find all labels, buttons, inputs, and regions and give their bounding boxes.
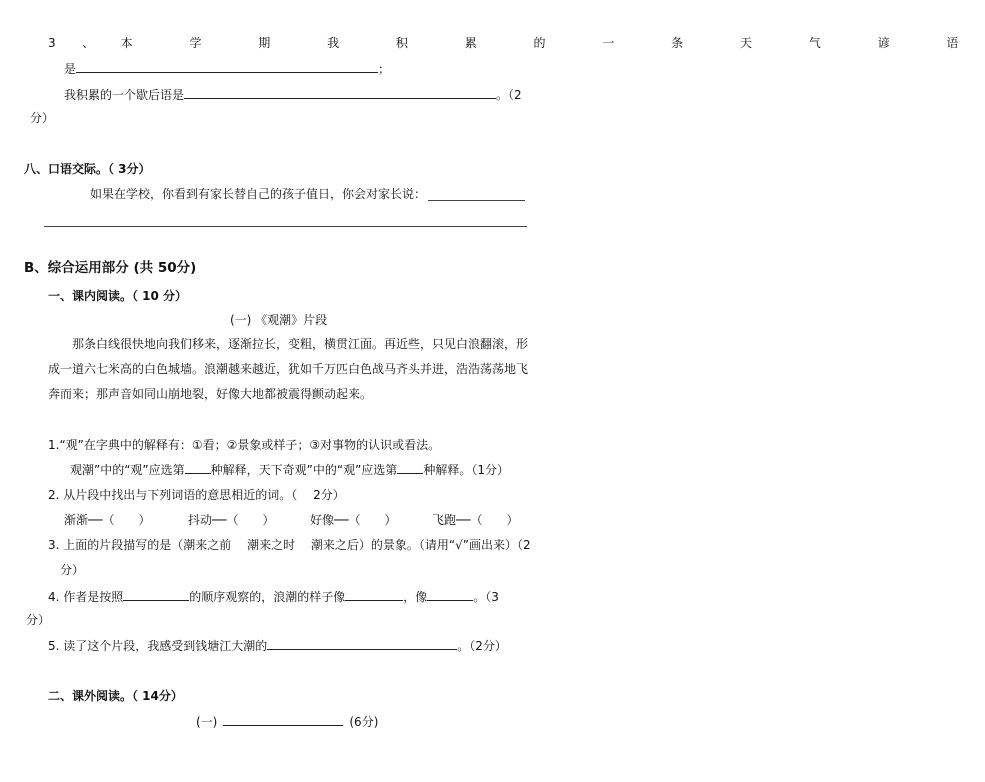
q1-line1: 1.“观”在字典中的解释有：①看；②景象或样子；③对事物的认识或看法。 [48,438,441,452]
q3-line1: 3、本 学 期 我 积 累 的 一 条 天 气 谚 语 [48,36,985,50]
q4-part-b: 的顺序观察的，浪潮的样子像 [189,590,346,604]
q4-part-c: ，像 [403,590,428,604]
q3-line2 [64,61,390,77]
q4-part-d: 。（3 [473,590,499,604]
q4-part-a: 4. 作者是按照 [48,590,124,604]
q1-part-c: 种解释。（1分） [423,463,509,477]
q1-part-a: 观潮”中的“观”应选第 [70,463,185,477]
q3b-line1: 3. 上面的片段描写的是（潮来之前 潮来之时 潮来之后）的景象。（请用“√”画出来）（2 [48,538,531,552]
section8-answer-line[interactable] [44,226,527,227]
reading2-part-b: (6分) [349,715,379,729]
q5-blank[interactable] [267,638,457,650]
passage-line: 那条白线很快地向我们移来，逐渐拉长，变粗，横贯江面。再近些，只见白浪翻滚，形 [72,337,529,351]
q2-word: 飞跑──（ ） [432,513,519,527]
q3-line3 [64,87,522,103]
reading2-title [196,714,378,730]
q3-line3-suffix: 。（2 [496,88,522,102]
section8-title: 八、口语交际。（ 3分） [24,162,151,176]
q1-line2 [70,462,509,478]
q4-line [48,589,499,605]
section8-question: 如果在学校，你看到有家长替自己的孩子值日，你会对家长说： [90,187,427,201]
q2-word: 抖动──（ ） [188,513,275,527]
q3-line2-prefix: 是 [64,62,77,76]
xiehouyu-answer-blank[interactable] [184,87,496,99]
sub2-title: 二、课外阅读。（ 14分） [48,689,183,703]
proverb-answer-blank[interactable] [76,61,378,73]
q3-line4: 分） [30,111,55,125]
q1-blank-1[interactable] [185,462,211,474]
q3-line3-prefix: 我积累的一个歇后语是 [64,88,185,102]
q2-word: 渐渐──（ ） [64,513,151,527]
partB-title: B、综合运用部分 (共 50分) [24,260,197,276]
reading2-part-a: (一) [196,715,218,729]
q3-line2-suffix: ； [378,62,391,76]
q3b-line2: 分） [60,563,85,577]
passage-line: 奔而来；那声音如同山崩地裂，好像大地都被震得颤动起来。 [48,387,373,401]
q4-blank-3[interactable] [427,589,473,601]
section8-answer-blank[interactable] [428,200,525,201]
q1-blank-2[interactable] [397,462,423,474]
q5-part-a: 5. 读了这个片段，我感受到钱塘江大潮的 [48,639,268,653]
passage-title: (一) 《观潮》片段 [230,313,328,327]
passage-line: 成一道六七米高的白色城墙。浪潮越来越近，犹如千万匹白色战马齐头并进，浩浩荡荡地飞 [48,362,529,376]
q2-word: 好像──（ ） [310,513,397,527]
q4-line2: 分） [26,613,51,627]
reading2-title-blank[interactable] [223,714,343,726]
q2-line: 2. 从片段中找出与下列词语的意思相近的词。（ 2分） [48,488,345,502]
q4-blank-2[interactable] [345,589,403,601]
q5-line [48,638,507,654]
q5-part-b: 。（2分） [457,639,507,653]
sub1-title: 一、课内阅读。（ 10 分） [48,289,188,303]
q4-blank-1[interactable] [123,589,189,601]
q1-part-b: 种解释，天下奇观”中的“观”应选第 [210,463,398,477]
